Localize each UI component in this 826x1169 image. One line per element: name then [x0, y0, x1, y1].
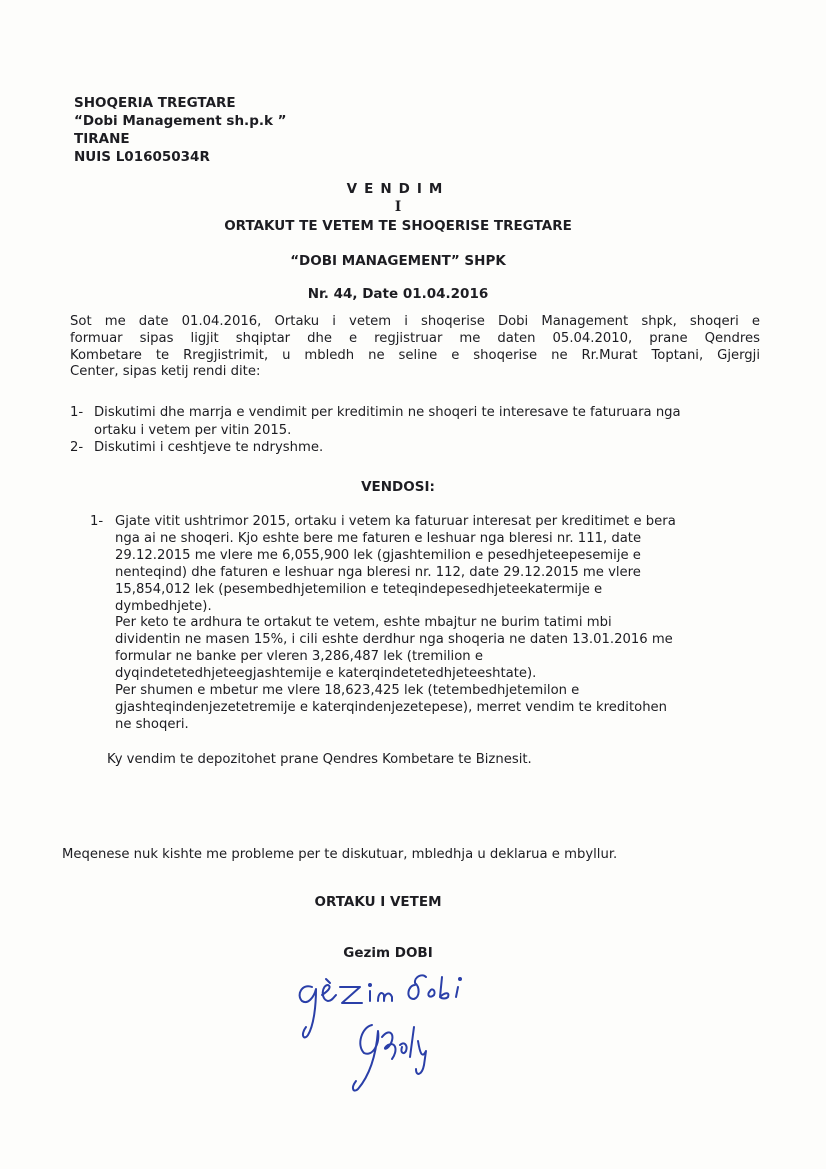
agenda-line: ortaku i vetem per vitin 2015. [94, 422, 292, 438]
decision-item [90, 514, 676, 734]
signatory-role: ORTAKU I VETEM [314, 894, 442, 910]
agenda-number: 2- [70, 440, 84, 456]
decision-line: formular ne banke per vleren 3,286,487 lek (tremilion e [115, 649, 483, 665]
agenda-number: 1- [70, 405, 84, 420]
decision-line: Per keto te ardhura te ortakut te vetem, eshte mbajtur ne burim tatimi mbi [115, 615, 612, 631]
agenda-list [70, 404, 681, 457]
decision-line: nga ai ne shoqeri. Kjo eshte bere me faturen e leshuar nga bleresi nr. 111, date [115, 530, 642, 546]
intro-line: Sot me date 01.04.2016, Ortaku i vetem i shoqerise Dobi Management shpk, shoqeri e [70, 314, 760, 329]
intro-line: Center, sipas ketij rendi dite: [70, 364, 261, 380]
decision-number: 1- [90, 514, 104, 529]
company-header [74, 94, 287, 166]
title-i: I [394, 199, 402, 215]
intro-line: Kombetare te Rregjistrimit, u mbledh ne seline e shoqerise ne Rr.Murat Toptani, Gjergji [70, 347, 760, 363]
decision-line: Gjate vitit ushtrimor 2015, ortaku i vetem ka faturuar interesat per kreditimet e bera [115, 514, 676, 529]
decision-line: dividentin ne masen 15%, i cili eshte derdhur nga shoqeria ne daten 13.01.2016 me [115, 632, 673, 648]
agenda-line: Diskutimi dhe marrja e vendimit per kreditimin ne shoqeri te interesave te faturuara nga [94, 405, 681, 420]
header-line: NUIS L01605034R [74, 149, 210, 165]
title-subtitle: ORTAKUT TE VETEM TE SHOQERISE TREGTARE [224, 218, 572, 234]
decision-line: nenteqind) dhe faturen e leshuar nga bleresi nr. 112, date 29.12.2015 me vlere [115, 564, 641, 580]
header-line: “Dobi Management sh.p.k ” [74, 113, 287, 129]
document-title: VENDIM [346, 181, 450, 197]
title-number-date: Nr. 44, Date 01.04.2016 [307, 286, 489, 302]
header-line: TIRANE [74, 131, 130, 147]
deposit-note: Ky vendim te depozitohet prane Qendres Kombetare te Biznesit. [107, 752, 532, 767]
handwritten-signature [290, 965, 510, 1105]
decision-line: 15,854,012 lek (pesembedhjetemilion e teteqindepesedhjeteekatermije e [115, 581, 603, 597]
intro-paragraph [70, 314, 760, 381]
decision-line: gjashteqindenjezetetremije e katerqindenjezetepese), merret vendim te kreditohen [115, 699, 668, 715]
closing-statement: Meqenese nuk kishte me probleme per te diskutuar, mbledhja u deklarua e mbyllur. [62, 847, 618, 862]
intro-line: formuar sipas ligjit shqiptar dhe e regjistruar me daten 05.04.2010, prane Qendres [70, 330, 760, 346]
header-line: SHOQERIA TREGTARE [74, 95, 236, 111]
decision-line: Per shumen e mbetur me vlere 18,623,425 lek (tetembedhjetemilon e [115, 683, 580, 699]
decision-line: dyqindetetedhjeteegjashtemije e katerqindetetedhjeteeshtate). [115, 666, 537, 682]
agenda-item [70, 404, 681, 439]
decision-line: ne shoqeri. [115, 716, 189, 732]
decision-heading: VENDOSI: [361, 479, 435, 495]
agenda-line: Diskutimi i ceshtjeve te ndryshme. [94, 440, 324, 456]
title-company: “DOBI MANAGEMENT” SHPK [290, 253, 506, 269]
agenda-item [70, 439, 681, 457]
signatory-name: Gezim DOBI [343, 945, 433, 961]
decision-line: 29.12.2015 me vlere me 6,055,900 lek (gjashtemilion e pesedhjeteepesemije e [115, 547, 641, 563]
decision-line: dymbedhjete). [115, 598, 212, 614]
